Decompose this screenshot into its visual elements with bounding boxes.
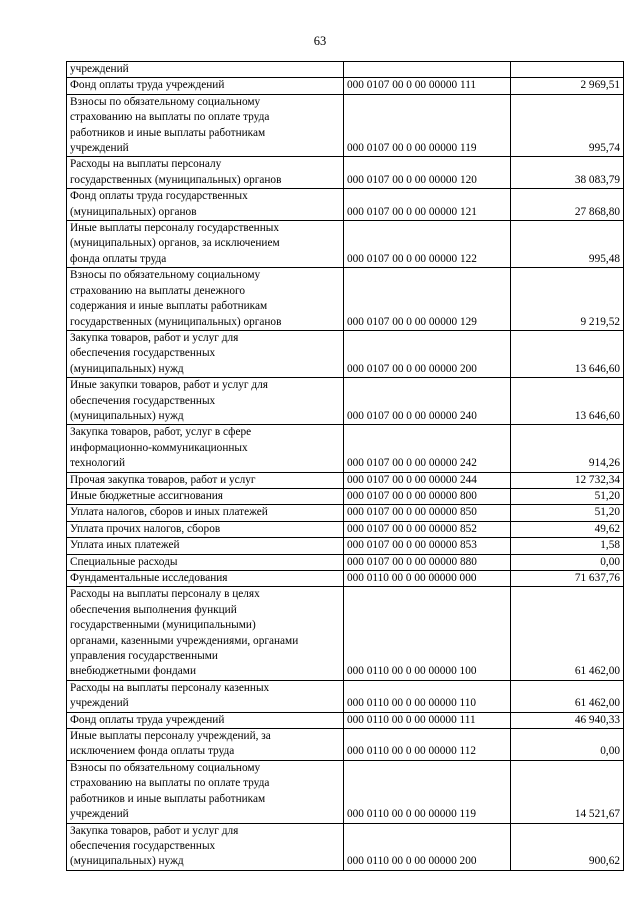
table-row (67, 330, 624, 377)
expense-name-line: работников и иные выплаты работникам (70, 792, 266, 805)
table-row (67, 78, 624, 94)
expense-name-line: государственных (муниципальных) органов (70, 173, 282, 186)
expense-name-line: учреждений (70, 697, 129, 710)
amount-cell: 1,58 (511, 538, 624, 554)
expense-name-line: государственными (муниципальными) (70, 619, 256, 632)
expense-name-cell (67, 221, 344, 268)
amount-cell: 995,48 (511, 221, 624, 268)
budget-code-cell: 000 0110 00 0 00 00000 110 (344, 680, 511, 712)
table-row (67, 268, 624, 331)
amount-cell: 914,26 (511, 425, 624, 472)
expense-name-line: Фундаментальные исследования (70, 572, 228, 584)
expense-name-cell (67, 505, 344, 521)
expense-name-line: обеспечения государственных (70, 347, 216, 360)
expense-name-line: Взносы по обязательному социальному (70, 761, 261, 774)
table-row (67, 554, 624, 570)
expense-name-cell (67, 680, 344, 712)
expense-name-line: учреждений (70, 808, 129, 821)
amount-cell: 12 732,34 (511, 472, 624, 488)
amount-cell: 38 083,79 (511, 157, 624, 189)
amount-cell (511, 62, 624, 78)
budget-code-cell: 000 0107 00 0 00 00000 240 (344, 378, 511, 425)
expense-name-line: внебюджетными фондами (70, 665, 196, 678)
expense-name-line: Закупка товаров, работ и услуг для (70, 824, 239, 837)
expense-name-line: Закупка товаров, работ и услуг для (70, 331, 239, 344)
budget-code-cell: 000 0107 00 0 00 00000 119 (344, 94, 511, 157)
budget-code-cell: 000 0107 00 0 00 00000 242 (344, 425, 511, 472)
amount-cell: 61 462,00 (511, 587, 624, 680)
expense-name-line: информационно-коммуникационных (70, 441, 248, 454)
budget-code-cell (344, 62, 511, 78)
budget-code-cell: 000 0107 00 0 00 00000 244 (344, 472, 511, 488)
table-row (67, 729, 624, 761)
expense-name-line: фонда оплаты труда (70, 252, 167, 265)
expense-name-cell (67, 712, 344, 728)
expense-name-line: обеспечения государственных (70, 839, 216, 852)
table-row (67, 157, 624, 189)
expense-name-cell (67, 94, 344, 157)
expense-name-line: работников и иные выплаты работникам (70, 126, 266, 139)
budget-code-cell: 000 0110 00 0 00 00000 000 (344, 571, 511, 587)
amount-cell: 51,20 (511, 505, 624, 521)
expense-name-line: страхованию на выплаты по оплате труда (70, 777, 270, 790)
amount-cell: 9 219,52 (511, 268, 624, 331)
budget-code-cell: 000 0110 00 0 00 00000 200 (344, 823, 511, 870)
expense-name-cell (67, 488, 344, 504)
amount-cell: 13 646,60 (511, 378, 624, 425)
expense-name-cell (67, 268, 344, 331)
table-row (67, 521, 624, 537)
expense-name-line: органами, казенными учреждениями, органами (70, 634, 299, 647)
budget-code-cell: 000 0110 00 0 00 00000 119 (344, 760, 511, 823)
amount-cell: 900,62 (511, 823, 624, 870)
table-row (67, 94, 624, 157)
table-row (67, 760, 624, 823)
expense-name-line: Иные выплаты персоналу государственных (70, 222, 280, 235)
expense-name-cell (67, 378, 344, 425)
expense-name-line: Иные закупки товаров, работ и услуг для (70, 379, 268, 392)
expense-name-line: управления государственными (70, 650, 218, 663)
expense-name-cell (67, 760, 344, 823)
table-row (67, 221, 624, 268)
expense-name-line: Взносы по обязательному социальному (70, 95, 261, 108)
table-row (67, 587, 624, 680)
expense-name-cell (67, 587, 344, 680)
amount-cell: 14 521,67 (511, 760, 624, 823)
budget-code-cell: 000 0107 00 0 00 00000 850 (344, 505, 511, 521)
amount-cell: 0,00 (511, 554, 624, 570)
budget-code-cell: 000 0110 00 0 00 00000 112 (344, 729, 511, 761)
expense-name-cell (67, 330, 344, 377)
expense-name-cell (67, 189, 344, 221)
expense-name-line: обеспечения выполнения функций (70, 603, 237, 616)
budget-code-cell: 000 0107 00 0 00 00000 800 (344, 488, 511, 504)
budget-code-cell: 000 0107 00 0 00 00000 880 (344, 554, 511, 570)
table-row (67, 488, 624, 504)
table-row (67, 189, 624, 221)
expense-name-line: Фонд оплаты труда государственных (70, 190, 248, 203)
budget-code-cell: 000 0107 00 0 00 00000 121 (344, 189, 511, 221)
page-number: 63 (313, 34, 327, 48)
expense-name-line: Уплата налогов, сборов и иных платежей (70, 506, 268, 519)
budget-code-cell: 000 0107 00 0 00 00000 122 (344, 221, 511, 268)
table-row (67, 823, 624, 870)
expense-name-line: государственных (муниципальных) органов (70, 315, 282, 328)
expense-name-line: Закупка товаров, работ, услуг в сфере (70, 426, 252, 439)
expense-name-line: учреждений (70, 142, 129, 155)
table-row (67, 505, 624, 521)
expense-name-line: Уплата прочих налогов, сборов (70, 522, 221, 535)
expense-name-line: Фонд оплаты труда учреждений (70, 713, 225, 726)
amount-cell: 13 646,60 (511, 330, 624, 377)
expense-name-line: Расходы на выплаты персоналу в целях (70, 588, 260, 601)
expense-name-line: исключением фонда оплаты труда (70, 745, 235, 758)
expense-name-line: Фонд оплаты труда учреждений (70, 79, 225, 92)
amount-cell: 995,74 (511, 94, 624, 157)
amount-cell: 46 940,33 (511, 712, 624, 728)
budget-code-cell: 000 0107 00 0 00 00000 852 (344, 521, 511, 537)
amount-cell: 49,62 (511, 521, 624, 537)
expense-name-line: (муниципальных) нужд (70, 409, 184, 422)
expense-name-cell (67, 521, 344, 537)
budget-table (66, 61, 624, 871)
amount-cell: 71 637,76 (511, 571, 624, 587)
expense-name-cell (67, 571, 344, 587)
expense-name-line: страхованию на выплаты денежного (70, 284, 246, 297)
expense-name-line: Уплата иных платежей (70, 539, 180, 552)
table-row (67, 571, 624, 587)
expense-name-line: Иные выплаты персоналу учреждений, за (70, 730, 271, 743)
expense-name-line: учреждений (70, 63, 129, 75)
expense-name-line: Иные бюджетные ассигнования (70, 489, 223, 502)
expense-name-line: Расходы на выплаты персоналу (70, 158, 222, 171)
expense-name-cell (67, 538, 344, 554)
expense-name-line: страхованию на выплаты по оплате труда (70, 111, 270, 124)
amount-cell: 51,20 (511, 488, 624, 504)
expense-name-cell (67, 729, 344, 761)
expense-name-line: (муниципальных) нужд (70, 362, 184, 375)
expense-name-line: Прочая закупка товаров, работ и услуг (70, 473, 256, 486)
expense-name-cell (67, 425, 344, 472)
budget-code-cell: 000 0110 00 0 00 00000 111 (344, 712, 511, 728)
table-row (67, 472, 624, 488)
expense-name-line: Расходы на выплаты персоналу казенных (70, 681, 270, 694)
table-row (67, 378, 624, 425)
expense-name-cell (67, 78, 344, 94)
budget-table-body (67, 62, 624, 871)
table-row (67, 538, 624, 554)
budget-code-cell: 000 0110 00 0 00 00000 100 (344, 587, 511, 680)
amount-cell: 0,00 (511, 729, 624, 761)
table-row (67, 712, 624, 728)
expense-name-line: обеспечения государственных (70, 394, 216, 407)
expense-name-line: технологий (70, 457, 126, 470)
budget-code-cell: 000 0107 00 0 00 00000 129 (344, 268, 511, 331)
expense-name-cell (67, 62, 344, 78)
expense-name-line: Специальные расходы (70, 555, 178, 568)
expense-name-line: (муниципальных) органов (70, 205, 197, 218)
budget-code-cell: 000 0107 00 0 00 00000 853 (344, 538, 511, 554)
table-row (67, 425, 624, 472)
budget-code-cell: 000 0107 00 0 00 00000 120 (344, 157, 511, 189)
amount-cell: 27 868,80 (511, 189, 624, 221)
table-row (67, 62, 624, 78)
expense-name-line: Взносы по обязательному социальному (70, 269, 261, 282)
expense-name-cell (67, 472, 344, 488)
expense-name-cell (67, 157, 344, 189)
expense-name-line: (муниципальных) нужд (70, 855, 184, 868)
amount-cell: 2 969,51 (511, 78, 624, 94)
amount-cell: 61 462,00 (511, 680, 624, 712)
expense-name-line: содержания и иные выплаты работникам (70, 300, 268, 313)
table-row (67, 680, 624, 712)
expense-name-cell (67, 554, 344, 570)
budget-code-cell: 000 0107 00 0 00 00000 111 (344, 78, 511, 94)
budget-code-cell: 000 0107 00 0 00 00000 200 (344, 330, 511, 377)
expense-name-cell (67, 823, 344, 870)
expense-name-line: (муниципальных) органов, за исключением (70, 237, 280, 250)
